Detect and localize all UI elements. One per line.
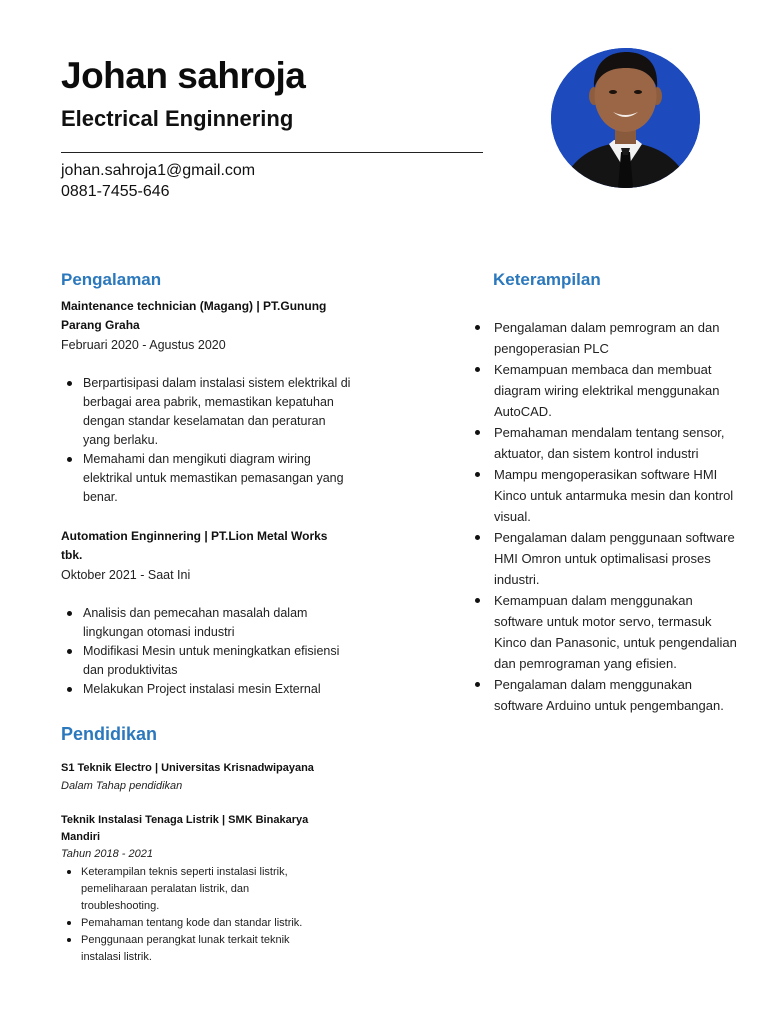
- education-title: Teknik Instalasi Tenaga Listrik | SMK Binakarya Mandiri: [61, 814, 309, 843]
- person-name: Johan sahroja: [61, 55, 306, 96]
- job-duties-list: [61, 374, 351, 507]
- profile-photo: [551, 48, 700, 188]
- list-item: Melakukan Project instalasi mesin External: [61, 680, 351, 699]
- job-date: Oktober 2021 - Saat Ini: [61, 568, 191, 582]
- header-divider: [61, 152, 483, 153]
- phone-text: 0881-7455-646: [61, 183, 170, 200]
- list-item: Pemahaman mendalam tentang sensor, aktuator, dan sistem kontrol industri: [470, 422, 742, 464]
- job-duties-list: [61, 604, 351, 699]
- job-title: Maintenance technician (Magang) | PT.Gunung Parang Graha: [61, 299, 327, 332]
- list-item: Memahami dan mengikuti diagram wiring elektrikal untuk memastikan pemasangan yang benar.: [61, 450, 351, 507]
- list-item: Pengalaman dalam penggunaan software HMI Omron untuk optimalisasi proses industri.: [470, 527, 742, 590]
- list-item: Analisis dan pemecahan masalah dalam lingkungan otomasi industri: [61, 604, 351, 642]
- education-years: Tahun 2018 - 2021: [61, 848, 153, 860]
- list-item: Pemahaman tentang kode dan standar listrik.: [61, 915, 317, 932]
- education-title: S1 Teknik Electro | Universitas Krisnadwipayana: [61, 762, 314, 774]
- list-item: Berpartisipasi dalam instalasi sistem elektrikal di berbagai area pabrik, memastikan kepatuhan dengan standar keselamatan dan peraturan yang berlaku.: [61, 374, 351, 450]
- job-date: Februari 2020 - Agustus 2020: [61, 338, 226, 352]
- list-item: Mampu mengoperasikan software HMI Kinco untuk antarmuka mesin dan kontrol visual.: [470, 464, 742, 527]
- list-item: Pengalaman dalam menggunakan software Arduino untuk pengembangan.: [470, 674, 742, 716]
- list-item: Modifikasi Mesin untuk meningkatkan efisiensi dan produktivitas: [61, 642, 351, 680]
- education-points-list: [61, 864, 317, 966]
- education-heading: Pendidikan: [61, 724, 158, 744]
- list-item: Keterampilan teknis seperti instalasi listrik, pemeliharaan peralatan listrik, dan troubleshooting.: [61, 864, 317, 915]
- education-status: Dalam Tahap pendidikan: [61, 780, 183, 792]
- email-text: johan.sahroja1@gmail.com: [61, 162, 256, 179]
- job-role: Electrical Enginnering: [61, 106, 294, 131]
- list-item: Penggunaan perangkat lunak terkait teknik instalasi listrik.: [61, 932, 317, 966]
- skills-list: [470, 317, 742, 716]
- list-item: Pengalaman dalam pemrogram an dan pengoperasian PLC: [470, 317, 742, 359]
- list-item: Kemampuan dalam menggunakan software untuk motor servo, termasuk Kinco dan Panasonic, untuk pengendalian dan pemrograman yang efisien.: [470, 590, 742, 674]
- experience-heading: Pengalaman: [61, 270, 162, 289]
- job-title: Automation Enginnering | PT.Lion Metal Works tbk.: [61, 529, 328, 562]
- skills-heading: Keterampilan: [493, 270, 601, 289]
- list-item: Kemampuan membaca dan membuat diagram wiring elektrikal menggunakan AutoCAD.: [470, 359, 742, 422]
